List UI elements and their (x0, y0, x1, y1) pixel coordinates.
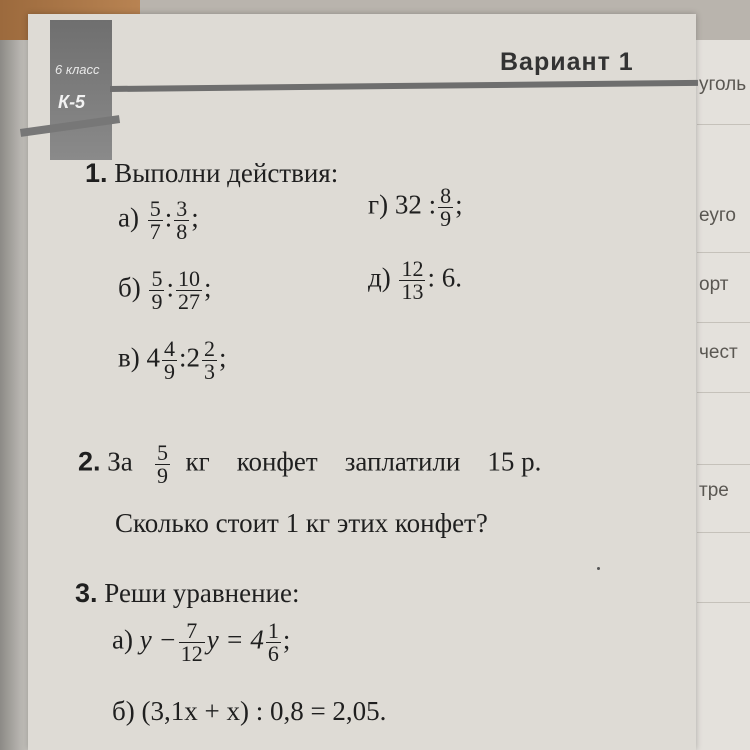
right-fragment-3: орт (699, 274, 729, 295)
item-label: д) (368, 262, 391, 293)
task3-b: б) (3,1x + x) : 0,8 = 2,05. (112, 696, 387, 726)
task3-a: а) y − $\frac{7}{12}$ y = 4 $\frac{1}{6}$ ; (112, 618, 291, 666)
right-line (697, 532, 750, 533)
task2-line1: 2. За $\frac{5}{9}$ кг конфет заплатили 15 р. (78, 440, 542, 488)
fraction: $\frac{8}{9}$ (440, 183, 452, 231)
item-label: а) (112, 624, 133, 655)
item-label: г) (368, 189, 389, 220)
right-fragment-2: еуго (699, 205, 736, 226)
task1-a: а) $\frac{5}{7}$ : $\frac{3}{8}$ ; (118, 196, 199, 244)
right-line (697, 322, 750, 323)
right-line (697, 464, 750, 465)
page-speck (597, 567, 600, 570)
task3-number: 3. (75, 578, 98, 608)
task1-d: д) $\frac{12}{13}$ : 6. (368, 256, 462, 304)
adjacent-page (690, 40, 750, 750)
right-line (697, 602, 750, 603)
task2-line2: Сколько стоит 1 кг этих конфет? (115, 508, 488, 538)
task1-v: в) 4 $\frac{4}{9}$ :2 $\frac{2}{3}$ ; (118, 336, 227, 384)
right-fragment-1: уголь (699, 74, 747, 95)
task1-g: г) 32 : $\frac{8}{9}$ ; (368, 183, 463, 231)
fraction: $\frac{5}{7}$ (149, 196, 161, 244)
fraction: $\frac{10}{27}$ (178, 266, 200, 314)
fraction: $\frac{4}{9}$ (164, 336, 175, 384)
fraction: $\frac{3}{8}$ (176, 196, 188, 244)
right-line (697, 124, 750, 125)
fraction: $\frac{12}{13}$ (401, 256, 424, 304)
test-code: К-5 (58, 92, 86, 112)
fraction: $\frac{7}{12}$ (180, 618, 203, 666)
fraction: $\frac{5}{9}$ (151, 266, 163, 314)
task3-heading (75, 580, 299, 607)
item-label: в) (118, 342, 140, 373)
right-fragment-5: тре (699, 480, 729, 501)
item-label: б) (112, 696, 135, 726)
right-line (697, 392, 750, 393)
task1-title: Выполни действия: (114, 158, 339, 188)
grade-tab (50, 20, 112, 160)
right-line (697, 252, 750, 253)
task3-title: Реши уравнение: (104, 578, 300, 608)
right-fragment-4: чест (699, 342, 738, 363)
fraction: $\frac{1}{6}$ (267, 618, 279, 666)
variant-title: Вариант 1 (500, 48, 634, 76)
task1-b: б) $\frac{5}{9}$ : $\frac{10}{27}$ ; (118, 266, 212, 314)
grade-label: 6 класс (55, 62, 100, 77)
item-label: а) (118, 202, 139, 233)
fraction: $\frac{2}{3}$ (204, 336, 216, 384)
item-label: б) (118, 272, 141, 303)
task1-heading (85, 160, 338, 187)
fraction: $\frac{5}{9}$ (157, 440, 169, 488)
task2-number: 2. (78, 446, 101, 477)
task1-number: 1. (85, 158, 108, 188)
